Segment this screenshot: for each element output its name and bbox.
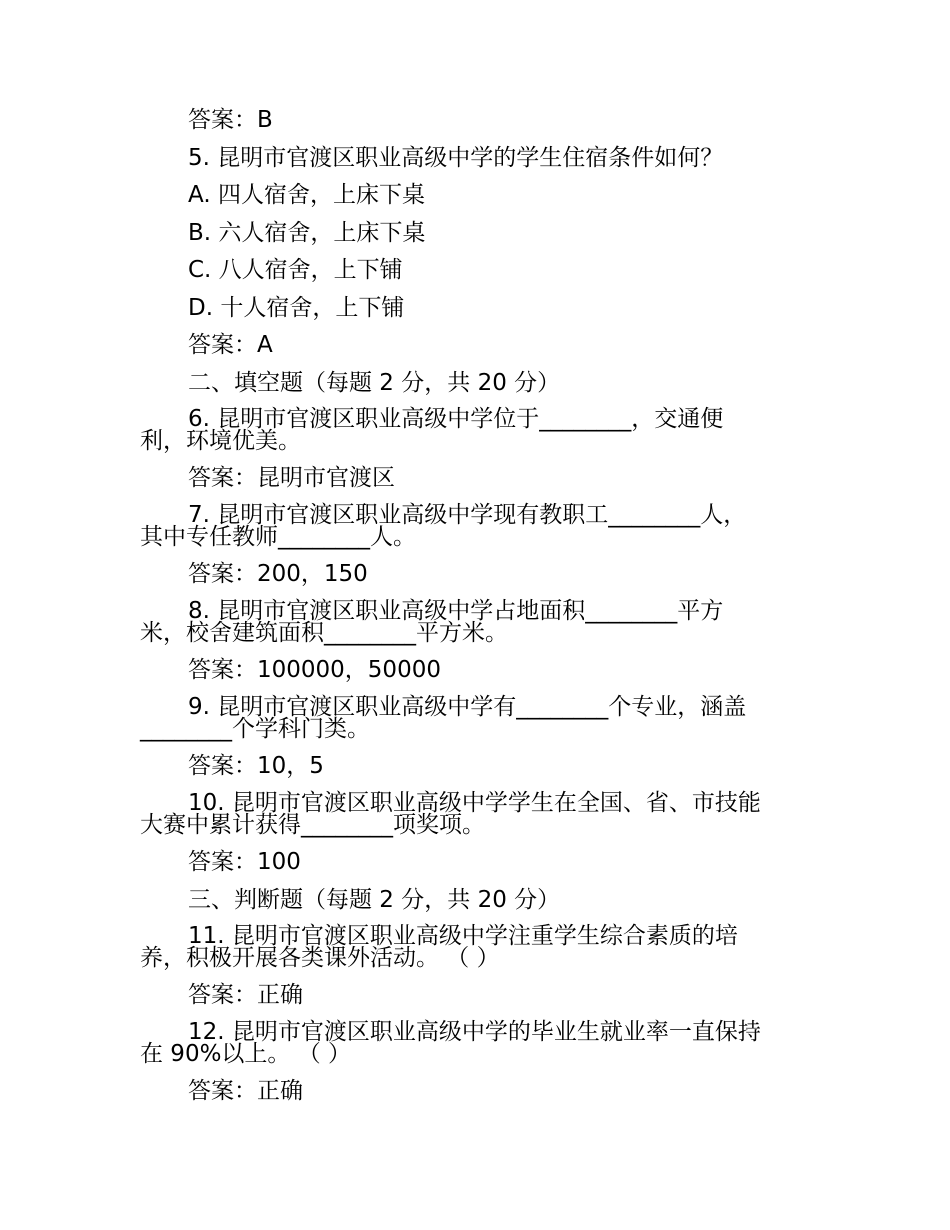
question-11-cont: 养，积极开展各类课外活动。 （ ） — [140, 945, 500, 971]
question-6-cont: 利，环境优美。 — [140, 428, 301, 454]
question-6: 6. 昆明市官渡区职业高级中学位于________，交通便 — [188, 406, 724, 432]
answer-10: 答案：100 — [188, 849, 301, 875]
section-heading-true-false: 三、判断题（每题 2 分，共 20 分） — [188, 887, 561, 913]
section-heading-fill-blank: 二、填空题（每题 2 分，共 20 分） — [188, 370, 561, 396]
question-11: 11. 昆明市官渡区职业高级中学注重学生综合素质的培 — [188, 923, 738, 949]
option-5d: D. 十人宿舍，上下铺 — [188, 295, 405, 321]
answer-8: 答案：100000，50000 — [188, 657, 441, 683]
answer-11: 答案：正确 — [188, 982, 303, 1008]
question-8: 8. 昆明市官渡区职业高级中学占地面积________平方 — [188, 598, 724, 624]
question-7: 7. 昆明市官渡区职业高级中学现有教职工________人， — [188, 502, 747, 528]
question-8-cont: 米，校舍建筑面积________平方米。 — [140, 620, 508, 646]
question-5: 5. 昆明市官渡区职业高级中学的学生住宿条件如何？ — [188, 145, 724, 171]
question-9-cont: ________个学科门类。 — [140, 716, 370, 742]
answer-5: 答案：A — [188, 332, 273, 358]
question-12-cont: 在 90%以上。 （ ） — [140, 1041, 352, 1067]
question-10-cont: 大赛中累计获得________项奖项。 — [140, 812, 485, 838]
question-9: 9. 昆明市官渡区职业高级中学有________个专业，涵盖 — [188, 694, 747, 720]
option-5a: A. 四人宿舍，上床下桌 — [188, 182, 425, 208]
question-7-cont: 其中专任教师________人。 — [140, 524, 416, 550]
question-10: 10. 昆明市官渡区职业高级中学学生在全国、省、市技能 — [188, 790, 761, 816]
answer-7: 答案：200，150 — [188, 561, 368, 587]
answer-9: 答案：10，5 — [188, 753, 324, 779]
question-12: 12. 昆明市官渡区职业高级中学的毕业生就业率一直保持 — [188, 1019, 761, 1045]
answer-6: 答案：昆明市官渡区 — [188, 465, 395, 491]
answer-12: 答案：正确 — [188, 1078, 303, 1104]
answer-4: 答案：B — [188, 107, 273, 133]
option-5b: B. 六人宿舍，上床下桌 — [188, 220, 426, 246]
option-5c: C. 八人宿舍，上下铺 — [188, 257, 403, 283]
